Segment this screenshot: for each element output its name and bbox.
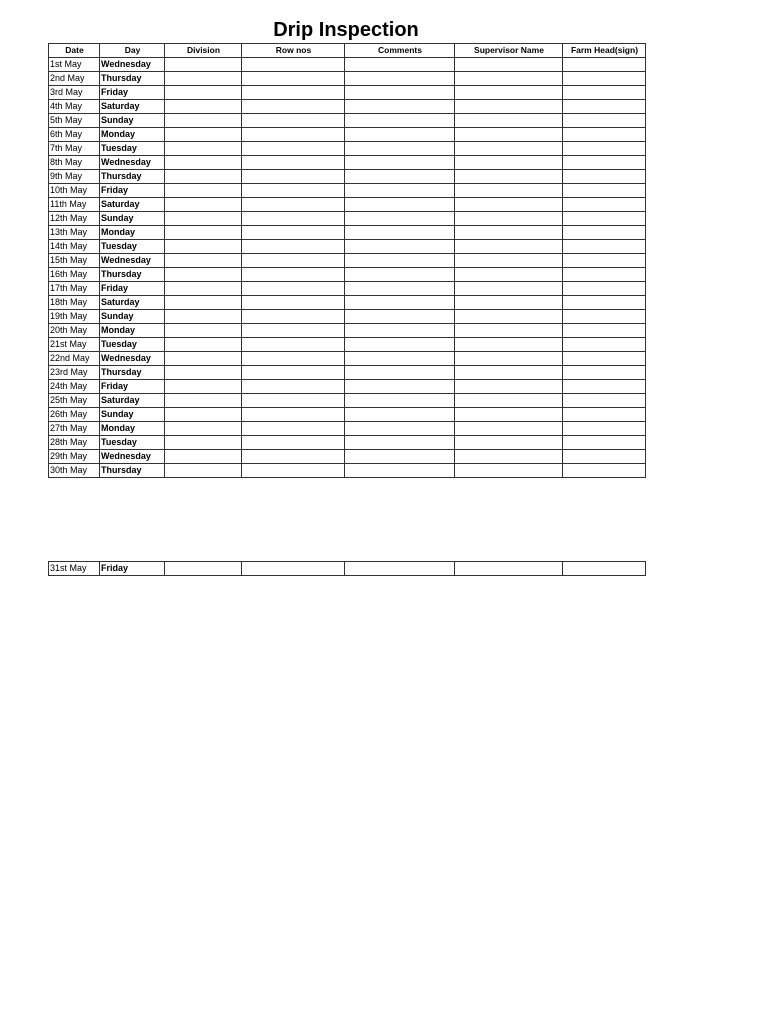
date-cell: 22nd May [49,352,100,366]
row-nos-cell[interactable] [242,58,345,72]
comments-cell[interactable] [345,268,455,282]
supervisor-name-cell[interactable] [455,72,563,86]
date-cell: 18th May [49,296,100,310]
farm-head-sign-cell[interactable] [563,184,646,198]
date-cell: 21st May [49,338,100,352]
inspection-table [48,43,646,478]
date-cell: 12th May [49,212,100,226]
comments-cell[interactable] [345,58,455,72]
table-row [49,212,646,226]
supervisor-name-cell[interactable] [455,100,563,114]
row-nos-cell[interactable] [242,296,345,310]
table-row [49,324,646,338]
date-cell: 27th May [49,422,100,436]
date-cell: 25th May [49,394,100,408]
row-nos-cell[interactable] [242,408,345,422]
supervisor-name-cell[interactable] [455,422,563,436]
day-cell: Thursday [100,170,165,184]
row-nos-cell[interactable] [242,170,345,184]
table-row [49,310,646,324]
supervisor-name-cell[interactable] [455,128,563,142]
division-cell[interactable] [165,226,242,240]
day-cell: Wednesday [100,352,165,366]
table-row [49,72,646,86]
farm-head-sign-cell[interactable] [563,310,646,324]
table-row [49,254,646,268]
comments-cell[interactable] [345,72,455,86]
day-cell: Thursday [100,72,165,86]
day-cell: Wednesday [100,450,165,464]
comments-cell[interactable] [345,562,455,576]
supervisor-name-cell[interactable] [455,394,563,408]
row-nos-cell[interactable] [242,464,345,478]
farm-head-sign-cell[interactable] [563,366,646,380]
division-cell[interactable] [165,184,242,198]
table-row [49,422,646,436]
header-row [49,44,646,58]
table-row [49,198,646,212]
date-cell: 8th May [49,156,100,170]
comments-cell[interactable] [345,436,455,450]
day-cell: Friday [100,380,165,394]
farm-head-sign-cell[interactable] [563,100,646,114]
comments-cell[interactable] [345,366,455,380]
comments-cell[interactable] [345,128,455,142]
farm-head-sign-cell[interactable] [563,268,646,282]
row-nos-cell[interactable] [242,114,345,128]
supervisor-name-cell[interactable] [455,408,563,422]
division-cell[interactable] [165,562,242,576]
day-cell: Monday [100,226,165,240]
comments-cell[interactable] [345,324,455,338]
division-cell[interactable] [165,338,242,352]
day-cell: Monday [100,422,165,436]
supervisor-name-cell[interactable] [455,366,563,380]
table-row [49,170,646,184]
division-cell[interactable] [165,310,242,324]
farm-head-sign-cell[interactable] [563,422,646,436]
row-nos-cell[interactable] [242,562,345,576]
table-row [49,296,646,310]
farm-head-sign-cell[interactable] [563,240,646,254]
date-cell: 10th May [49,184,100,198]
row-nos-cell[interactable] [242,212,345,226]
header-date: Date [49,44,100,58]
farm-head-sign-cell[interactable] [563,562,646,576]
date-cell: 20th May [49,324,100,338]
date-cell: 29th May [49,450,100,464]
comments-cell[interactable] [345,450,455,464]
supervisor-name-cell[interactable] [455,184,563,198]
farm-head-sign-cell[interactable] [563,464,646,478]
table-row [49,408,646,422]
row-nos-cell[interactable] [242,422,345,436]
header-comments: Comments [345,44,455,58]
division-cell[interactable] [165,422,242,436]
farm-head-sign-cell[interactable] [563,450,646,464]
table-row [49,58,646,72]
table-row [49,142,646,156]
day-cell: Thursday [100,268,165,282]
supervisor-name-cell[interactable] [455,114,563,128]
comments-cell[interactable] [345,422,455,436]
row-nos-cell[interactable] [242,254,345,268]
table-row [49,184,646,198]
date-cell: 30th May [49,464,100,478]
document-title: Drip Inspection [273,19,419,41]
comments-cell[interactable] [345,212,455,226]
comments-cell[interactable] [345,142,455,156]
division-cell[interactable] [165,254,242,268]
supervisor-name-cell[interactable] [455,380,563,394]
supervisor-name-cell[interactable] [455,324,563,338]
row-nos-cell[interactable] [242,436,345,450]
supervisor-name-cell[interactable] [455,450,563,464]
row-nos-cell[interactable] [242,184,345,198]
division-cell[interactable] [165,324,242,338]
header-farm-head-sign: Farm Head(sign) [563,44,646,58]
division-cell[interactable] [165,268,242,282]
supervisor-name-cell[interactable] [455,86,563,100]
header-supervisor-name: Supervisor Name [455,44,563,58]
comments-cell[interactable] [345,170,455,184]
comments-cell[interactable] [345,240,455,254]
table-row [49,338,646,352]
day-cell: Tuesday [100,142,165,156]
day-cell: Sunday [100,212,165,226]
date-cell: 1st May [49,58,100,72]
farm-head-sign-cell[interactable] [563,296,646,310]
table-row [49,562,646,576]
comments-cell[interactable] [345,352,455,366]
day-cell: Friday [100,184,165,198]
table-row [49,394,646,408]
day-cell: Sunday [100,310,165,324]
division-cell[interactable] [165,240,242,254]
date-cell: 9th May [49,170,100,184]
day-cell: Thursday [100,464,165,478]
division-cell[interactable] [165,296,242,310]
supervisor-name-cell[interactable] [455,562,563,576]
table-row [49,114,646,128]
row-nos-cell[interactable] [242,198,345,212]
date-cell: 16th May [49,268,100,282]
comments-cell[interactable] [345,296,455,310]
row-nos-cell[interactable] [242,268,345,282]
farm-head-sign-cell[interactable] [563,86,646,100]
day-cell: Friday [100,282,165,296]
date-cell: 19th May [49,310,100,324]
day-cell: Saturday [100,296,165,310]
row-nos-cell[interactable] [242,282,345,296]
day-cell: Friday [100,562,165,576]
division-cell[interactable] [165,464,242,478]
row-nos-cell[interactable] [242,100,345,114]
table-row [49,450,646,464]
supervisor-name-cell[interactable] [455,58,563,72]
supervisor-name-cell[interactable] [455,226,563,240]
date-cell: 5th May [49,114,100,128]
header-division: Division [165,44,242,58]
day-cell: Friday [100,86,165,100]
day-cell: Saturday [100,100,165,114]
farm-head-sign-cell[interactable] [563,338,646,352]
date-cell: 11th May [49,198,100,212]
division-cell[interactable] [165,408,242,422]
supervisor-name-cell[interactable] [455,170,563,184]
comments-cell[interactable] [345,114,455,128]
table-row [49,226,646,240]
row-nos-cell[interactable] [242,380,345,394]
comments-cell[interactable] [345,198,455,212]
comments-cell[interactable] [345,282,455,296]
supervisor-name-cell[interactable] [455,198,563,212]
supervisor-name-cell[interactable] [455,212,563,226]
day-cell: Tuesday [100,436,165,450]
day-cell: Wednesday [100,156,165,170]
day-cell: Wednesday [100,254,165,268]
farm-head-sign-cell[interactable] [563,212,646,226]
row-nos-cell[interactable] [242,366,345,380]
date-cell: 7th May [49,142,100,156]
date-cell: 23rd May [49,366,100,380]
date-cell: 6th May [49,128,100,142]
table-row [49,128,646,142]
day-cell: Wednesday [100,58,165,72]
division-cell[interactable] [165,212,242,226]
row-nos-cell[interactable] [242,352,345,366]
row-nos-cell[interactable] [242,394,345,408]
header-day: Day [100,44,165,58]
table-row [49,100,646,114]
farm-head-sign-cell[interactable] [563,72,646,86]
row-nos-cell[interactable] [242,86,345,100]
farm-head-sign-cell[interactable] [563,156,646,170]
date-cell: 17th May [49,282,100,296]
comments-cell[interactable] [345,100,455,114]
farm-head-sign-cell[interactable] [563,380,646,394]
supervisor-name-cell[interactable] [455,156,563,170]
comments-cell[interactable] [345,184,455,198]
supervisor-name-cell[interactable] [455,268,563,282]
supervisor-name-cell[interactable] [455,282,563,296]
day-cell: Saturday [100,394,165,408]
day-cell: Sunday [100,114,165,128]
row-nos-cell[interactable] [242,240,345,254]
row-nos-cell[interactable] [242,450,345,464]
farm-head-sign-cell[interactable] [563,282,646,296]
division-cell[interactable] [165,128,242,142]
farm-head-sign-cell[interactable] [563,142,646,156]
comments-cell[interactable] [345,86,455,100]
table-row [49,156,646,170]
division-cell[interactable] [165,198,242,212]
table-row [49,464,646,478]
division-cell[interactable] [165,86,242,100]
division-cell[interactable] [165,366,242,380]
supervisor-name-cell[interactable] [455,436,563,450]
comments-cell[interactable] [345,226,455,240]
supervisor-name-cell[interactable] [455,352,563,366]
date-cell: 26th May [49,408,100,422]
row-nos-cell[interactable] [242,72,345,86]
row-nos-cell[interactable] [242,324,345,338]
row-nos-cell[interactable] [242,338,345,352]
supervisor-name-cell[interactable] [455,310,563,324]
table-row [49,380,646,394]
farm-head-sign-cell[interactable] [563,114,646,128]
row-nos-cell[interactable] [242,128,345,142]
comments-cell[interactable] [345,394,455,408]
division-cell[interactable] [165,58,242,72]
table-row [49,268,646,282]
table-row [49,366,646,380]
table-row [49,352,646,366]
division-cell[interactable] [165,142,242,156]
day-cell: Tuesday [100,338,165,352]
comments-cell[interactable] [345,380,455,394]
comments-cell[interactable] [345,310,455,324]
division-cell[interactable] [165,72,242,86]
division-cell[interactable] [165,100,242,114]
row-nos-cell[interactable] [242,156,345,170]
row-nos-cell[interactable] [242,226,345,240]
division-cell[interactable] [165,450,242,464]
row-nos-cell[interactable] [242,310,345,324]
division-cell[interactable] [165,380,242,394]
date-cell: 15th May [49,254,100,268]
date-cell: 28th May [49,436,100,450]
date-cell: 2nd May [49,72,100,86]
day-cell: Saturday [100,198,165,212]
division-cell[interactable] [165,282,242,296]
header-row-nos: Row nos [242,44,345,58]
comments-cell[interactable] [345,464,455,478]
date-cell: 3rd May [49,86,100,100]
table-row [49,282,646,296]
farm-head-sign-cell[interactable] [563,170,646,184]
farm-head-sign-cell[interactable] [563,324,646,338]
farm-head-sign-cell[interactable] [563,226,646,240]
date-cell: 13th May [49,226,100,240]
comments-cell[interactable] [345,156,455,170]
division-cell[interactable] [165,170,242,184]
table-row [49,240,646,254]
farm-head-sign-cell[interactable] [563,408,646,422]
division-cell[interactable] [165,114,242,128]
table-row [49,86,646,100]
day-cell: Sunday [100,408,165,422]
farm-head-sign-cell[interactable] [563,58,646,72]
table-row [49,436,646,450]
farm-head-sign-cell[interactable] [563,198,646,212]
comments-cell[interactable] [345,254,455,268]
inspection-table-extra [48,561,646,576]
date-cell: 14th May [49,240,100,254]
comments-cell[interactable] [345,408,455,422]
division-cell[interactable] [165,394,242,408]
division-cell[interactable] [165,436,242,450]
supervisor-name-cell[interactable] [455,254,563,268]
day-cell: Monday [100,324,165,338]
day-cell: Monday [100,128,165,142]
date-cell: 24th May [49,380,100,394]
division-cell[interactable] [165,156,242,170]
row-nos-cell[interactable] [242,142,345,156]
supervisor-name-cell[interactable] [455,296,563,310]
supervisor-name-cell[interactable] [455,338,563,352]
date-cell: 4th May [49,100,100,114]
day-cell: Thursday [100,366,165,380]
supervisor-name-cell[interactable] [455,142,563,156]
supervisor-name-cell[interactable] [455,464,563,478]
day-cell: Tuesday [100,240,165,254]
supervisor-name-cell[interactable] [455,240,563,254]
comments-cell[interactable] [345,338,455,352]
farm-head-sign-cell[interactable] [563,394,646,408]
farm-head-sign-cell[interactable] [563,254,646,268]
date-cell: 31st May [49,562,100,576]
farm-head-sign-cell[interactable] [563,352,646,366]
farm-head-sign-cell[interactable] [563,128,646,142]
division-cell[interactable] [165,352,242,366]
farm-head-sign-cell[interactable] [563,436,646,450]
